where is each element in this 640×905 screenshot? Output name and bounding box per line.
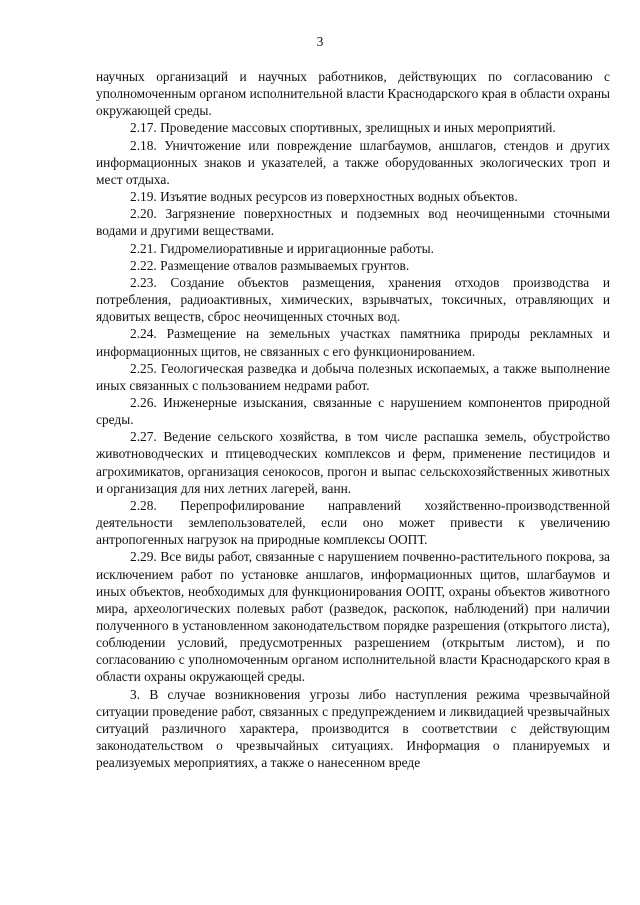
paragraph-2-23: 2.23. Создание объектов размещения, хранения отходов производства и потребления, радиоактивных, химических, взрывчатых, токсичных, отравляющих и ядовитых веществ, сброс неочищенных сточных вод. — [96, 274, 610, 325]
paragraph-2-21: 2.21. Гидромелиоративные и ирригационные работы. — [130, 240, 435, 256]
paragraph-2-17: 2.17. Проведение массовых спортивных, зрелищных и иных мероприятий. — [130, 120, 556, 136]
paragraph-3: 3. В случае возникновения угрозы либо наступления режима чрезвычайной ситуации проведение работ, связанных с предупреждением и ликвидацией чрезвычайных ситуаций различного характера, производится в соответствии с действующим законодательством о чрезвычайных ситуациях. Информация о планируемых и реализуемых мероприятиях, а также о нанесенном вреде — [96, 686, 610, 771]
paragraph-2-19: 2.19. Изъятие водных ресурсов из поверхностных водных объектов. — [130, 189, 518, 205]
paragraph-2-27: 2.27. Ведение сельского хозяйства, в том числе распашка земель, обустройство животноводческих и птицеводческих комплексов и ферм, применение пестицидов и агрохимикатов, организация сенокосов, прогон и выпас сельскохозяйственных животных и организация для них летних лагерей, ванн. — [96, 429, 610, 496]
paragraph-2-25: 2.25. Геологическая разведка и добыча полезных ископаемых, а также выполнение иных связанных с пользованием недрами работ. — [96, 360, 610, 393]
paragraph-2-26: 2.26. Инженерные изыскания, связанные с нарушением компонентов природной среды. — [96, 394, 610, 428]
paragraph-2-24: 2.24. Размещение на земельных участках памятника природы рекламных и информационных щитов, не связанных с его функционированием. — [96, 326, 610, 359]
document-body — [96, 68, 610, 771]
paragraph-2-29: 2.29. Все виды работ, связанные с нарушением почвенно-растительного покрова, за исключением работ по установке аншлагов, информационных щитов, шлагбаумов и иных объектов, необходимых для функционирования ООПТ, охраны объектов животного мира, археологических полевых работ (разведок, раскопок, наблюдений) при наличии полученного в установленном законодательством порядке разрешения (открытого листа), соблюдении условий, предусмотренных разрешением (открытым листом), и по согласованию с уполномоченным органом исполнительной власти Краснодарского края в области охраны окружающей среды. — [96, 549, 610, 685]
paragraph-2-22: 2.22. Размещение отвалов размываемых грунтов. — [130, 257, 410, 273]
paragraph-2-18: 2.18. Уничтожение или повреждение шлагбаумов, аншлагов, стендов и других информационных знаков и указателей, а также оборудованных экологических троп и мест отдыха. — [96, 137, 610, 187]
paragraph-2-28: 2.28. Перепрофилирование направлений хозяйственно-производственной деятельности землепользователей, если оно может привести к увеличению антропогенных нагрузок на природные комплексы ООПТ. — [96, 497, 610, 548]
paragraph-continuation: научных организаций и научных работников, действующих по согласованию с уполномоченным органом исполнительной власти Краснодарского края в области охраны окружающей среды. — [96, 69, 610, 119]
page-number: 3 — [316, 34, 324, 49]
paragraph-2-20: 2.20. Загрязнение поверхностных и подземных вод неочищенными сточными водами и другими веществами. — [96, 206, 610, 239]
